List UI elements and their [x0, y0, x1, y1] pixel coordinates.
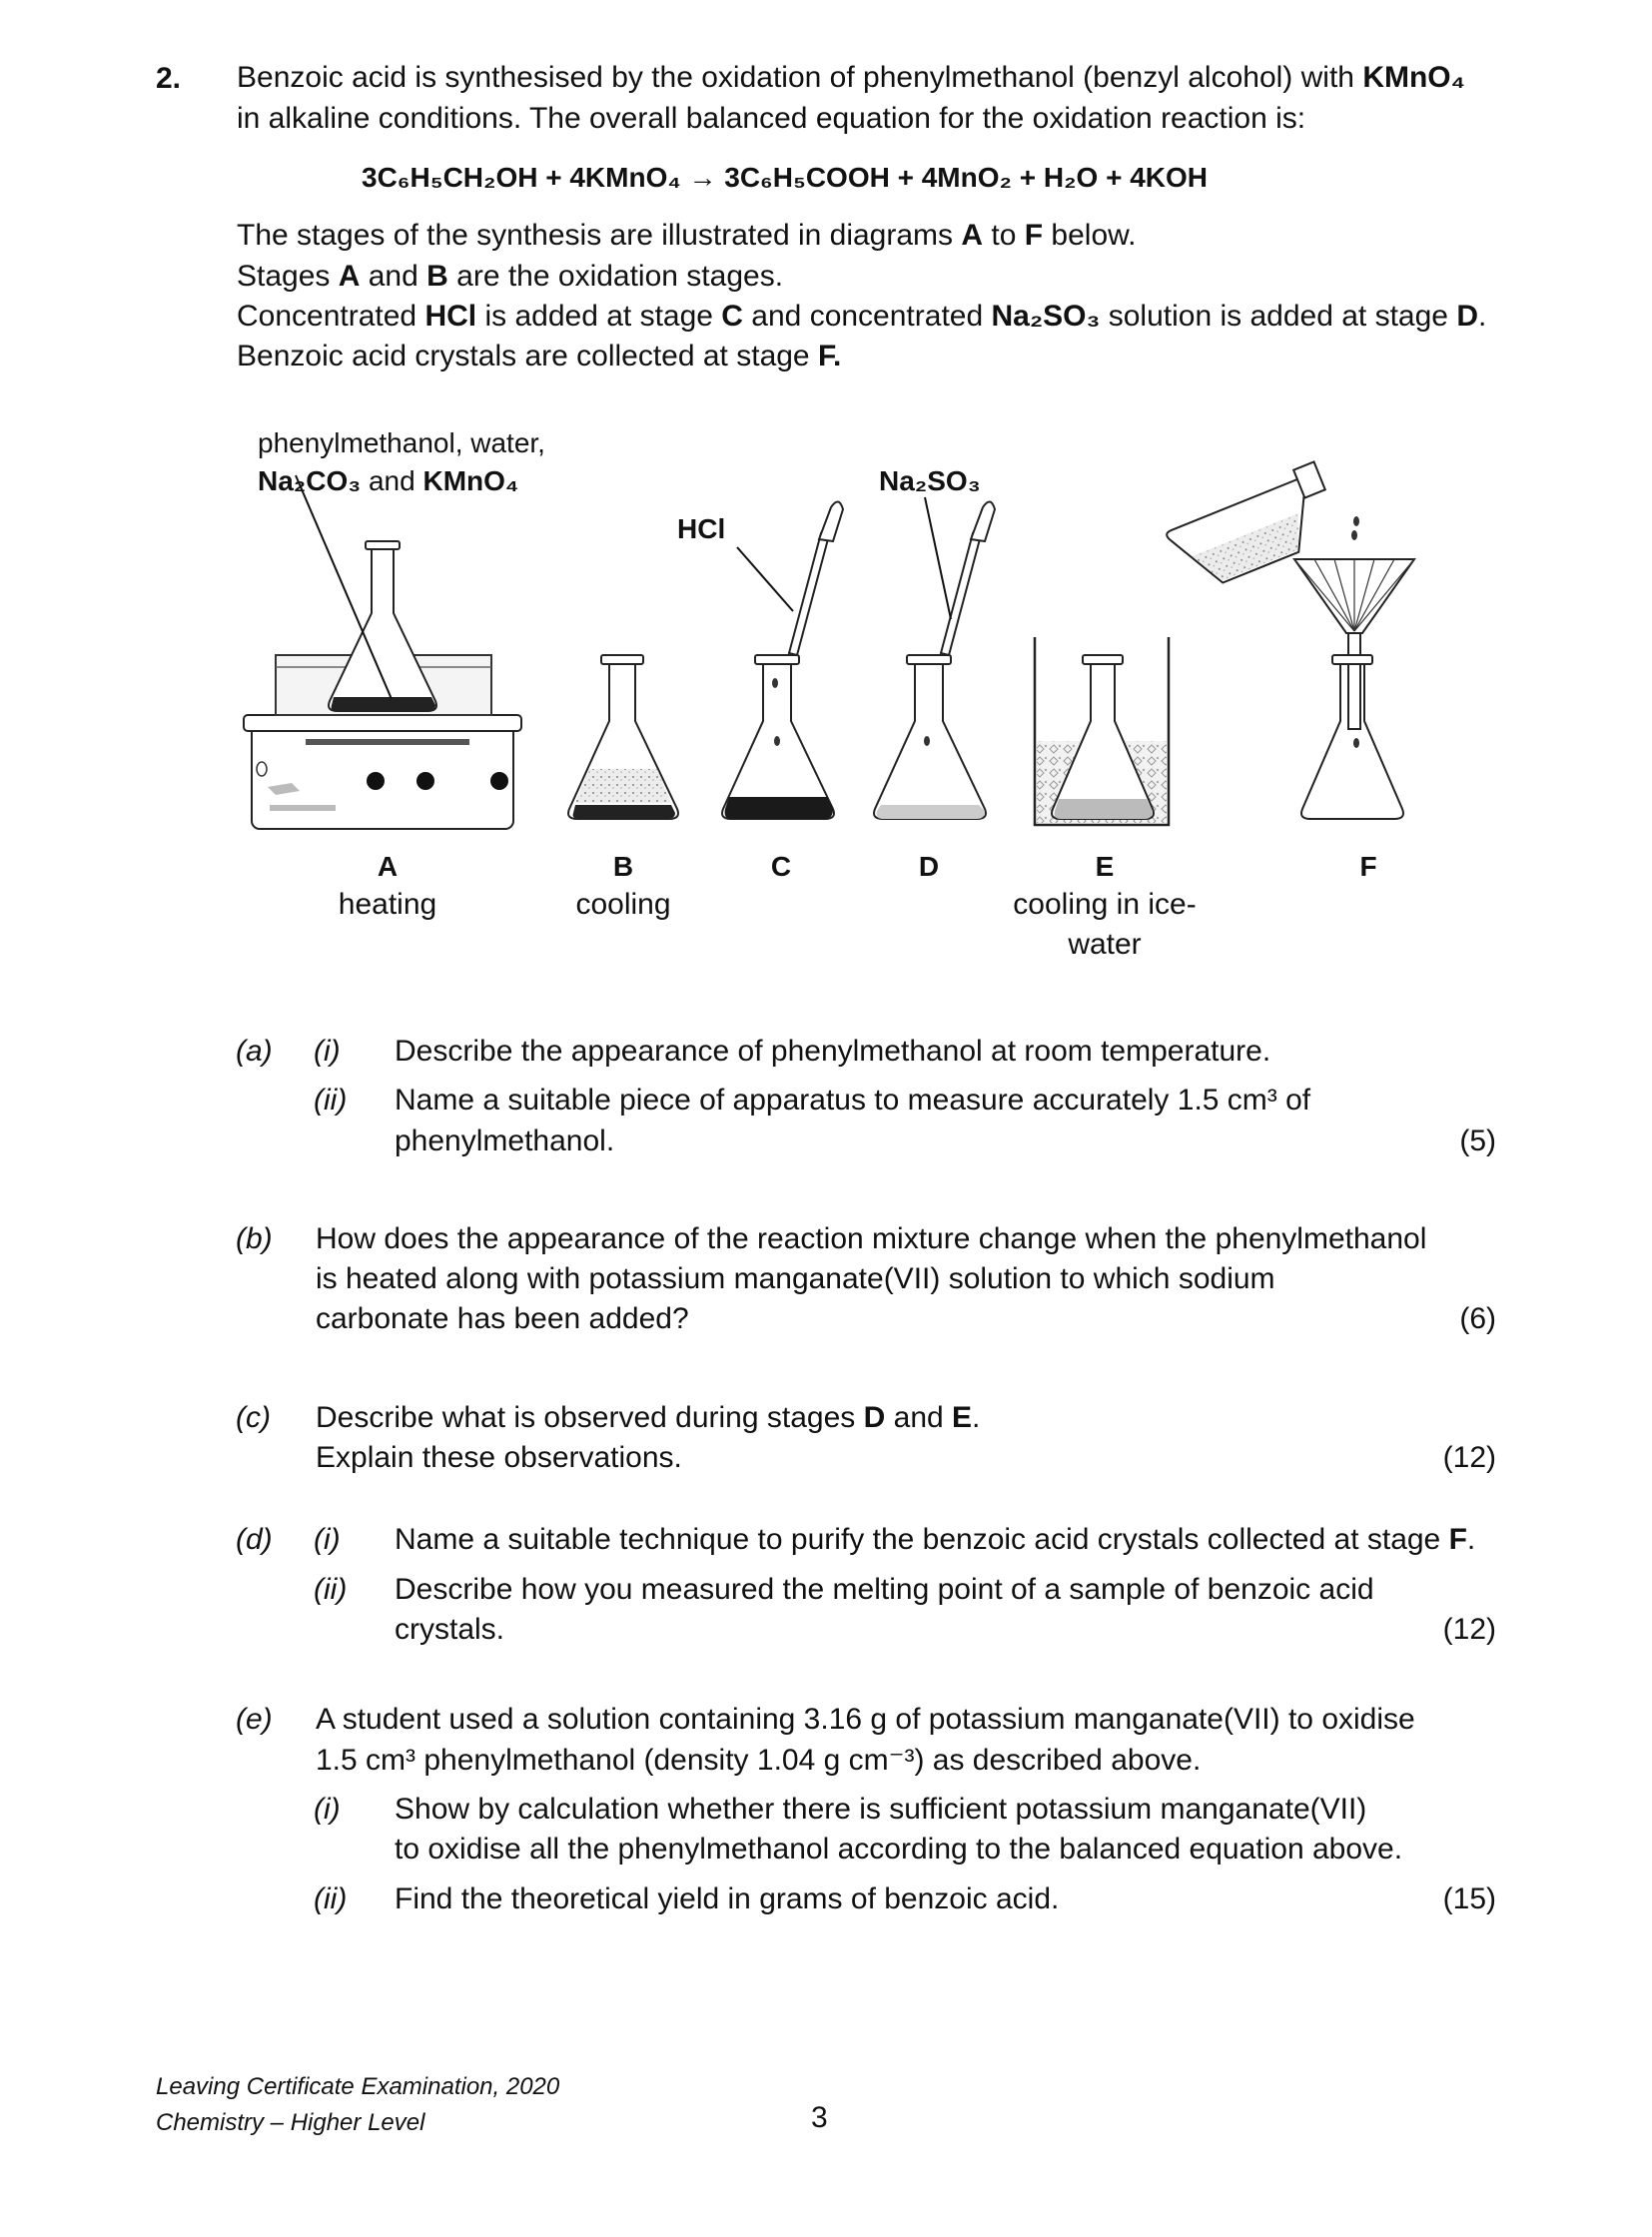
text: are the oxidation stages.: [447, 260, 784, 293]
part-e-i-text-1: Show by calculation whether there is sufficient potassium manganate(VII): [395, 1793, 1367, 1826]
text: Concentrated: [237, 300, 425, 333]
part-c-label: (c): [236, 1401, 271, 1434]
part-d-i-text: [395, 1523, 1475, 1557]
reaction-mixture-a: [332, 697, 435, 711]
text: and: [885, 1401, 953, 1434]
stage-ref: B: [426, 260, 448, 293]
stage-ref: E: [952, 1401, 973, 1434]
stage-b-caption: cooling: [575, 888, 671, 921]
heat-dial-icon: [367, 772, 385, 790]
text: and concentrated: [742, 300, 992, 333]
label-na2so3: Na₂SO₃: [879, 465, 981, 496]
conical-flask-e: [1052, 661, 1154, 819]
page-number: 3: [811, 2101, 828, 2134]
stage-a-letter: A: [377, 851, 399, 882]
part-e-marks: (15): [1442, 1882, 1496, 1915]
pipette-bulb-c: [819, 501, 843, 541]
part-d-ii-label: (ii): [314, 1573, 348, 1606]
part-a-i-label: (i): [314, 1035, 341, 1068]
part-b-marks: (6): [1459, 1302, 1496, 1335]
part-e-text-1: A student used a solution containing 3.16 g of potassium manganate(VII) to oxidise: [316, 1703, 1415, 1736]
stage-a-apparatus: [244, 475, 521, 829]
reagent: HCl: [424, 300, 477, 333]
part-d-ii-text-2: crystals.: [395, 1613, 505, 1646]
footer-exam: Leaving Certificate Examination, 2020: [156, 2073, 560, 2100]
stage-ref: D: [1456, 300, 1478, 333]
stage-ref: C: [721, 300, 743, 333]
part-c-text-2: Explain these observations.: [316, 1441, 682, 1474]
part-e-label: (e): [236, 1703, 273, 1736]
part-a-marks: (5): [1459, 1124, 1496, 1157]
pipette-d: [941, 533, 981, 655]
drop: [1351, 530, 1357, 540]
part-e-ii-text: Find the theoretical yield in grams of benzoic acid.: [395, 1882, 1060, 1915]
stage-d-letter: D: [918, 851, 940, 882]
footer-subject: Chemistry – Higher Level: [156, 2109, 425, 2136]
text: .: [1466, 1523, 1476, 1556]
hotplate-top: [244, 715, 521, 731]
text: Benzoic acid crystals are collected at stage: [237, 340, 818, 373]
part-c-text-1: [316, 1401, 980, 1435]
drop: [772, 678, 778, 688]
apparatus-diagram: [0, 0, 1652, 999]
intro-line-2: in alkaline conditions. The overall balanced equation for the oxidation reaction is:: [237, 102, 1306, 135]
text: .: [972, 1401, 981, 1434]
text: solution is added at stage: [1100, 300, 1457, 333]
stage-ref: F.: [817, 340, 842, 373]
stage-d-apparatus: [874, 497, 995, 819]
white-precipitate-d: [877, 805, 985, 819]
conical-flask-a: [329, 547, 436, 711]
part-b-text-3: carbonate has been added?: [316, 1302, 689, 1335]
stage-ref: A: [961, 219, 984, 252]
stage-c-letter: C: [770, 851, 792, 882]
part-b-label: (b): [236, 1222, 273, 1255]
pointer-line-hcl: [737, 547, 793, 611]
stage-ref: F: [1448, 1523, 1467, 1556]
part-a-label: (a): [236, 1035, 273, 1068]
intro-text: Benzoic acid is synthesised by the oxidation of phenylmethanol (benzyl alcohol) with: [237, 61, 1363, 94]
text: is added at stage: [476, 300, 722, 333]
hotplate-stripe: [306, 739, 469, 745]
stir-dial-icon: [416, 772, 434, 790]
funnel-stem: [1348, 633, 1360, 729]
temp-dial-icon: [490, 772, 508, 790]
part-d-label: (d): [236, 1523, 273, 1556]
part-e-i-label: (i): [314, 1793, 341, 1826]
part-d-i-label: (i): [314, 1523, 341, 1556]
hotplate-body: [252, 717, 513, 829]
reagent: Na₂SO₃: [991, 300, 1101, 333]
brown-precipitate-b: [573, 805, 675, 819]
drop: [1353, 738, 1359, 748]
pointer-line-na2so3: [925, 497, 951, 619]
drop: [774, 736, 780, 746]
stage-b-letter: B: [612, 851, 634, 882]
text: and: [360, 260, 427, 293]
part-a-i-text: Describe the appearance of phenylmethanol at room temperature.: [395, 1035, 1271, 1068]
stage-e-caption: cooling in ice-water: [1013, 888, 1197, 961]
text: .: [1477, 300, 1487, 333]
text: and: [361, 465, 423, 496]
pipette-bulb-d: [971, 501, 995, 541]
stage-e-letter: E: [1095, 851, 1115, 882]
text: Stages: [237, 260, 339, 293]
crystals-e: [1055, 799, 1153, 819]
precipitate-cloud-b: [575, 769, 671, 803]
part-a-ii-text-2: phenylmethanol.: [395, 1124, 615, 1157]
label-hcl: HCl: [677, 513, 726, 544]
reagent: Na₂CO₃: [258, 465, 362, 496]
part-b-text-1: How does the appearance of the reaction mixture change when the phenylmethanol: [316, 1222, 1427, 1255]
stage-ref: A: [338, 260, 361, 293]
pipette-c: [789, 533, 829, 655]
part-e-ii-label: (ii): [314, 1882, 348, 1915]
stage-f-apparatus: [1162, 461, 1414, 819]
text: Name a suitable technique to purify the benzoic acid crystals collected at stage: [395, 1523, 1449, 1556]
stage-e-apparatus: [1035, 637, 1169, 825]
stage-a-caption: heating: [338, 888, 437, 921]
part-b-text-2: is heated along with potassium manganate(VII) solution to which sodium: [316, 1262, 1275, 1295]
reagent: KMnO₄: [422, 465, 519, 496]
part-d-marks: (12): [1442, 1613, 1496, 1646]
part-a-ii-label: (ii): [314, 1084, 348, 1117]
conical-flask-d: [874, 661, 986, 819]
vent-slot: [270, 805, 336, 811]
label-reagents-line1: phenylmethanol, water,: [258, 427, 545, 458]
dark-mixture-c: [725, 797, 833, 819]
text: below.: [1043, 219, 1137, 252]
text: The stages of the synthesis are illustrated in diagrams: [237, 219, 962, 252]
question-number: 2.: [156, 62, 182, 95]
balanced-equation: 3C₆H₅CH₂OH + 4KMnO₄ → 3C₆H₅COOH + 4MnO₂ + H₂O + 4KOH: [362, 162, 1209, 193]
stage-ref: D: [863, 1401, 886, 1434]
part-d-ii-text-1: Describe how you measured the melting point of a sample of benzoic acid: [395, 1573, 1374, 1606]
part-a-ii-text-1: Name a suitable piece of apparatus to measure accurately 1.5 cm³ of: [395, 1084, 1311, 1117]
drop: [1353, 516, 1359, 526]
kmno4-formula: KMnO₄: [1362, 61, 1465, 94]
stage-f-letter: F: [1359, 851, 1377, 882]
part-c-marks: (12): [1442, 1441, 1496, 1474]
stage-b-apparatus: [568, 655, 678, 819]
drop: [924, 736, 930, 746]
part-e-text-2: 1.5 cm³ phenylmethanol (density 1.04 g cm⁻³) as described above.: [316, 1744, 1202, 1777]
stage-ref: F: [1024, 219, 1044, 252]
part-e-i-text-2: to oxidise all the phenylmethanol according to the balanced equation above.: [395, 1833, 1403, 1865]
text: Describe what is observed during stages: [316, 1401, 864, 1434]
text: to: [983, 219, 1025, 252]
stage-c-apparatus: [722, 501, 843, 819]
